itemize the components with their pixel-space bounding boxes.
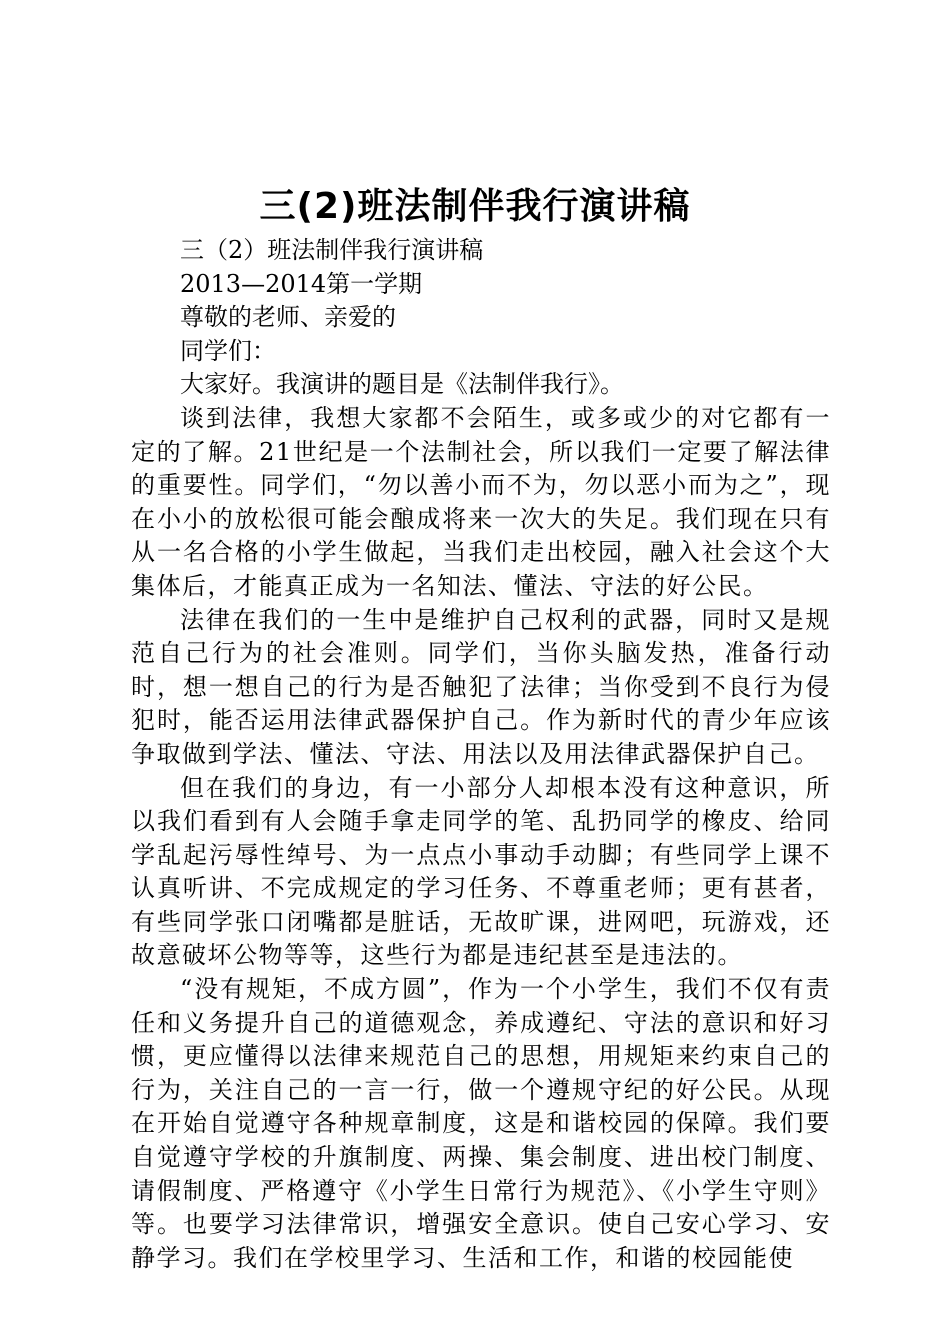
- semester-line: 2013—2014第一学期: [180, 269, 423, 298]
- paragraph: 但在我们的身边，有一小部分人却根本没有这种意识，所以我们看到有人会随手拿走同学的笔、乱扔同学的橡皮、给同学乱起污辱性绰号、为一点点小事动手动脚；有些同学上课不认真听讲、不完成规定的学习任务、不尊重老师；更有甚者，有些同学张口闭嘴都是脏话，无故旷课，进网吧，玩游戏，还故意破坏公物等等，这些行为都是违纪甚至是违法的。: [131, 773, 831, 970]
- document-body: [131, 234, 831, 1275]
- paragraph: 法律在我们的一生中是维护自己权利的武器，同时又是规范自己行为的社会准则。同学们，当你头脑发热，准备行动时，想一想自己的行为是否触犯了法律；当你受到不良行为侵犯时，能否运用法律武器保护自己。作为新时代的青少年应该争取做到学法、懂法、守法、用法以及用法律武器保护自己。: [131, 605, 831, 768]
- paragraph: “没有规矩，不成方圆”，作为一个小学生，我们不仅有责任和义务提升自己的道德观念，养成遵纪、守法的意识和好习惯，更应懂得以法律来规范自己的思想，用规矩来约束自己的行为，关注自己的一言一行，做一个遵规守纪的好公民。从现在开始自觉遵守各种规章制度，这是和谐校园的保障。我们要自觉遵守学校的升旗制度、两操、集会制度、进出校门制度、请假制度、严格遵守《小学生日常行为规范》、《小学生守则》等。也要学习法律常识，增强安全意识。使自己安心学习、安静学习。我们在学校里学习、生活和工作，和谐的校园能使: [131, 975, 831, 1272]
- document-title: 三(2)班法制伴我行演讲稿: [259, 186, 691, 227]
- salutation-line-continued: 同学们：: [180, 336, 276, 365]
- greeting-line: 大家好。我演讲的题目是《法制伴我行》。: [180, 370, 624, 399]
- salutation-line: 尊敬的老师、亲爱的: [180, 303, 396, 332]
- paragraph: 谈到法律，我想大家都不会陌生，或多或少的对它都有一定的了解。21世纪是一个法制社会，所以我们一定要了解法律的重要性。同学们，“勿以善小而不为，勿以恶小而为之”，现在小小的放松很可能会酿成将来一次大的失足。我们现在只有从一名合格的小学生做起，当我们走出校园，融入社会这个大集体后，才能真正成为一名知法、懂法、守法的好公民。: [131, 403, 831, 600]
- subtitle-line: 三（2）班法制伴我行演讲稿: [180, 236, 484, 264]
